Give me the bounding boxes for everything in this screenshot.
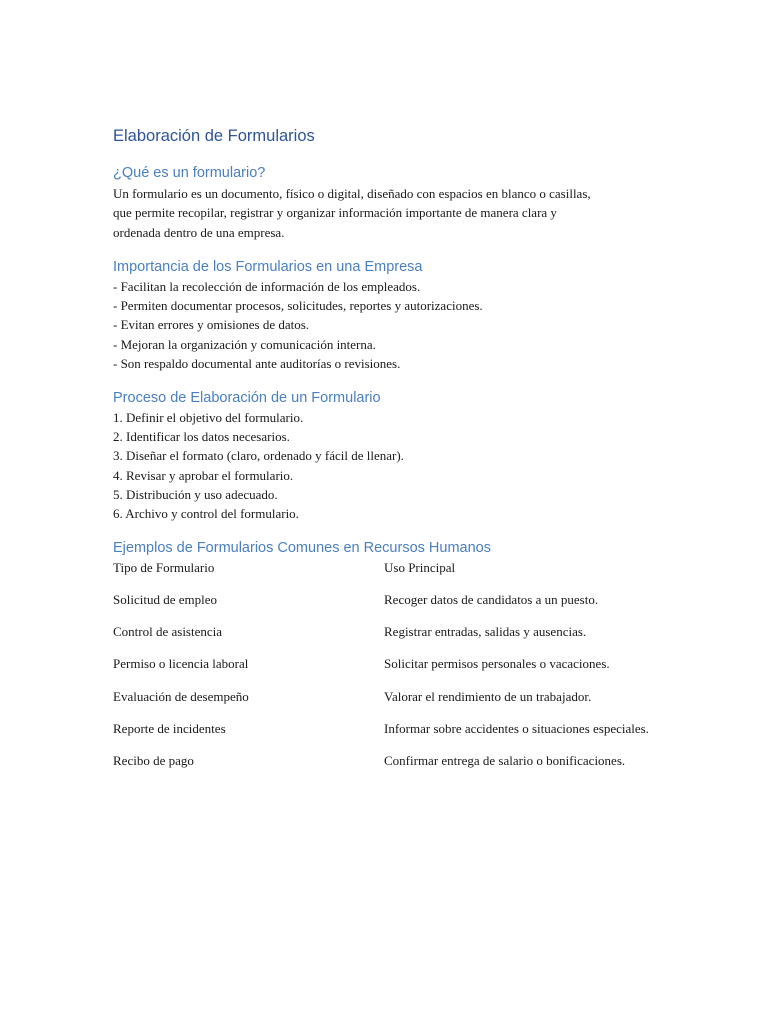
list-item: 1. Definir el objetivo del formulario. <box>113 409 304 425</box>
process-list <box>113 408 658 523</box>
table-header-cell: Tipo de Formulario <box>113 560 215 576</box>
table-row <box>113 687 658 719</box>
table-header-cell: Uso Principal <box>384 560 456 576</box>
list-item: - Mejoran la organización y comunicación interna. <box>113 336 376 352</box>
list-item: 6. Archivo y control del formulario. <box>113 505 299 521</box>
table-cell: Informar sobre accidentes o situaciones especiales. <box>384 720 649 736</box>
table-cell: Recibo de pago <box>113 752 194 768</box>
paragraph-line: ordenada dentro de una empresa. <box>113 224 285 240</box>
list-item: 3. Diseñar el formato (claro, ordenado y fácil de llenar). <box>113 448 404 464</box>
table-cell: Registrar entradas, salidas y ausencias. <box>384 624 587 640</box>
document-page <box>113 126 658 770</box>
importance-list <box>113 277 658 373</box>
table-cell: Solicitar permisos personales o vacaciones. <box>384 656 610 672</box>
section-heading-what: ¿Qué es un formulario? <box>113 165 266 181</box>
table-cell: Reporte de incidentes <box>113 720 226 736</box>
list-item: 5. Distribución y uso adecuado. <box>113 486 278 502</box>
table-cell: Valorar el rendimiento de un trabajador. <box>384 688 592 704</box>
list-item: - Son respaldo documental ante auditorías o revisiones. <box>113 355 401 371</box>
table-row <box>113 751 658 770</box>
list-item: 4. Revisar y aprobar el formulario. <box>113 467 294 483</box>
list-item: - Permiten documentar procesos, solicitudes, reportes y autorizaciones. <box>113 298 483 314</box>
paragraph-line: Un formulario es un documento, físico o digital, diseñado con espacios en blanco o casillas, <box>113 186 591 201</box>
table-row <box>113 654 658 686</box>
section-heading-examples: Ejemplos de Formularios Comunes en Recursos Humanos <box>113 540 491 557</box>
list-item: - Evitan errores y omisiones de datos. <box>113 317 310 333</box>
table-row <box>113 590 658 622</box>
table-cell: Control de asistencia <box>113 624 223 640</box>
examples-table <box>113 558 658 770</box>
table-row <box>113 622 658 654</box>
section-body-what <box>113 184 658 242</box>
section-heading-process: Proceso de Elaboración de un Formulario <box>113 389 381 406</box>
table-cell: Evaluación de desempeño <box>113 688 249 704</box>
document-title: Elaboración de Formularios <box>113 127 315 145</box>
table-cell: Solicitud de empleo <box>113 592 217 608</box>
table-row <box>113 719 658 751</box>
list-item: 2. Identificar los datos necesarios. <box>113 429 290 445</box>
table-cell: Recoger datos de candidatos a un puesto. <box>384 592 599 608</box>
table-cell: Confirmar entrega de salario o bonificaciones. <box>384 752 626 768</box>
table-cell: Permiso o licencia laboral <box>113 656 249 672</box>
section-heading-importance: Importancia de los Formularios en una Empresa <box>113 258 423 275</box>
table-header-row <box>113 558 658 590</box>
list-item: - Facilitan la recolección de información de los empleados. <box>113 278 421 294</box>
paragraph-line: que permite recopilar, registrar y organizar información importante de manera clara y <box>113 205 557 221</box>
